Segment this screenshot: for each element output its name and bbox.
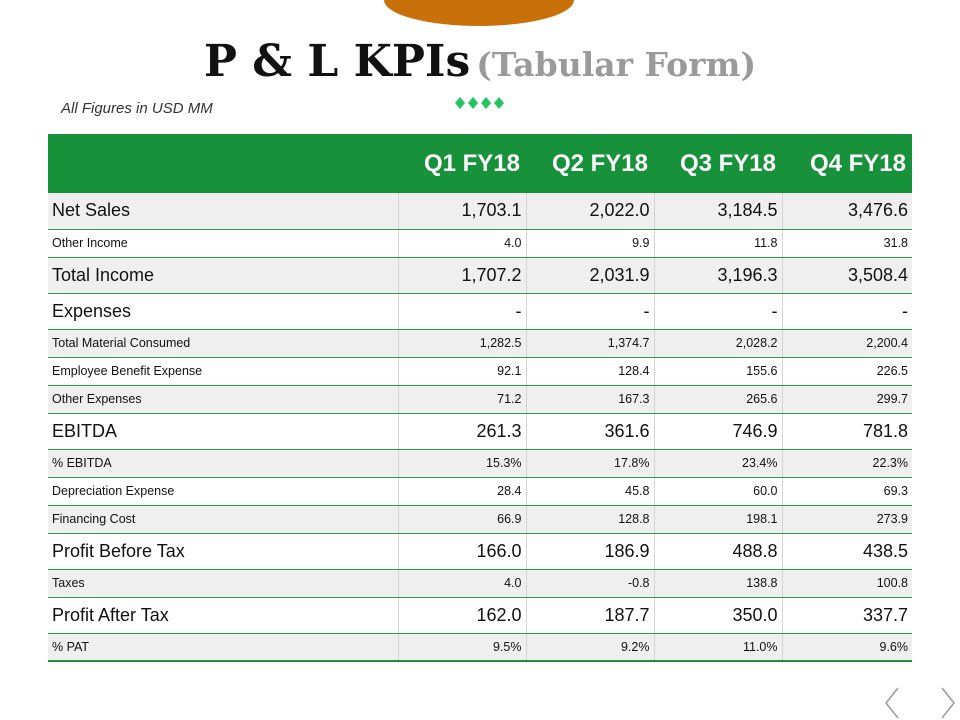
- value-cell: 226.5: [782, 357, 912, 385]
- table-row: [48, 413, 912, 449]
- value-cell: 166.0: [398, 533, 526, 569]
- row-label: Other Income: [48, 229, 398, 257]
- table-row: [48, 229, 912, 257]
- value-cell: 350.0: [654, 597, 782, 633]
- row-label: Total Income: [48, 257, 398, 293]
- value-cell: 17.8%: [526, 449, 654, 477]
- row-label: Profit Before Tax: [48, 533, 398, 569]
- row-label: Profit After Tax: [48, 597, 398, 633]
- value-cell: 92.1: [398, 357, 526, 385]
- diamond-ornament-icon: [454, 96, 506, 110]
- row-label: % EBITDA: [48, 449, 398, 477]
- value-cell: 361.6: [526, 413, 654, 449]
- value-cell: 71.2: [398, 385, 526, 413]
- row-label: Taxes: [48, 569, 398, 597]
- column-header: Q2 FY18: [526, 134, 654, 193]
- table-row: [48, 449, 912, 477]
- value-cell: 1,282.5: [398, 329, 526, 357]
- value-cell: 1,707.2: [398, 257, 526, 293]
- value-cell: 273.9: [782, 505, 912, 533]
- value-cell: 9.5%: [398, 633, 526, 661]
- value-cell: 1,374.7: [526, 329, 654, 357]
- value-cell: 155.6: [654, 357, 782, 385]
- value-cell: 187.7: [526, 597, 654, 633]
- value-cell: -: [654, 293, 782, 329]
- value-cell: 2,200.4: [782, 329, 912, 357]
- value-cell: 11.0%: [654, 633, 782, 661]
- value-cell: 186.9: [526, 533, 654, 569]
- table-row: [48, 293, 912, 329]
- table-row: [48, 193, 912, 229]
- value-cell: 28.4: [398, 477, 526, 505]
- value-cell: 167.3: [526, 385, 654, 413]
- page-title: [0, 32, 960, 101]
- value-cell: 781.8: [782, 413, 912, 449]
- table-row: [48, 477, 912, 505]
- value-cell: 22.3%: [782, 449, 912, 477]
- value-cell: 438.5: [782, 533, 912, 569]
- value-cell: -: [526, 293, 654, 329]
- value-cell: 128.8: [526, 505, 654, 533]
- column-header: Q3 FY18: [654, 134, 782, 193]
- value-cell: 3,476.6: [782, 193, 912, 229]
- value-cell: 4.0: [398, 569, 526, 597]
- column-header: Q4 FY18: [782, 134, 912, 193]
- value-cell: 100.8: [782, 569, 912, 597]
- value-cell: 15.3%: [398, 449, 526, 477]
- value-cell: 2,031.9: [526, 257, 654, 293]
- row-label: Expenses: [48, 293, 398, 329]
- value-cell: 60.0: [654, 477, 782, 505]
- column-header: [48, 134, 398, 193]
- value-cell: 66.9: [398, 505, 526, 533]
- value-cell: 128.4: [526, 357, 654, 385]
- value-cell: 23.4%: [654, 449, 782, 477]
- value-cell: 3,184.5: [654, 193, 782, 229]
- table-row: [48, 533, 912, 569]
- title-main: P & L KPIs: [203, 36, 471, 87]
- column-header: Q1 FY18: [398, 134, 526, 193]
- row-label: EBITDA: [48, 413, 398, 449]
- row-label: Net Sales: [48, 193, 398, 229]
- value-cell: 746.9: [654, 413, 782, 449]
- value-cell: 138.8: [654, 569, 782, 597]
- value-cell: 11.8: [654, 229, 782, 257]
- table-row: [48, 597, 912, 633]
- value-cell: 45.8: [526, 477, 654, 505]
- top-accent-tab: [384, 0, 574, 26]
- table-row: [48, 385, 912, 413]
- row-label: % PAT: [48, 633, 398, 661]
- row-label: Total Material Consumed: [48, 329, 398, 357]
- table-row: [48, 569, 912, 597]
- value-cell: 265.6: [654, 385, 782, 413]
- table-row: [48, 357, 912, 385]
- value-cell: 2,028.2: [654, 329, 782, 357]
- value-cell: 9.2%: [526, 633, 654, 661]
- value-cell: 2,022.0: [526, 193, 654, 229]
- table-row: [48, 505, 912, 533]
- row-label: Other Expenses: [48, 385, 398, 413]
- value-cell: 69.3: [782, 477, 912, 505]
- value-cell: 488.8: [654, 533, 782, 569]
- value-cell: -: [398, 293, 526, 329]
- value-cell: 31.8: [782, 229, 912, 257]
- row-label: Depreciation Expense: [48, 477, 398, 505]
- row-label: Employee Benefit Expense: [48, 357, 398, 385]
- value-cell: 3,196.3: [654, 257, 782, 293]
- title-sub: (Tabular Form): [476, 45, 757, 84]
- value-cell: 1,703.1: [398, 193, 526, 229]
- pl-kpi-table: [48, 134, 912, 662]
- value-cell: 9.6%: [782, 633, 912, 661]
- value-cell: 4.0: [398, 229, 526, 257]
- table-row: [48, 329, 912, 357]
- chevron-left-icon[interactable]: [882, 686, 902, 720]
- table-row: [48, 257, 912, 293]
- value-cell: 337.7: [782, 597, 912, 633]
- value-cell: 3,508.4: [782, 257, 912, 293]
- table-row: [48, 633, 912, 661]
- chevron-right-icon[interactable]: [938, 686, 958, 720]
- value-cell: -0.8: [526, 569, 654, 597]
- value-cell: 261.3: [398, 413, 526, 449]
- value-cell: -: [782, 293, 912, 329]
- value-cell: 299.7: [782, 385, 912, 413]
- row-label: Financing Cost: [48, 505, 398, 533]
- table-header-row: [48, 134, 912, 193]
- units-note: All Figures in USD MM: [61, 100, 213, 117]
- value-cell: 162.0: [398, 597, 526, 633]
- value-cell: 9.9: [526, 229, 654, 257]
- value-cell: 198.1: [654, 505, 782, 533]
